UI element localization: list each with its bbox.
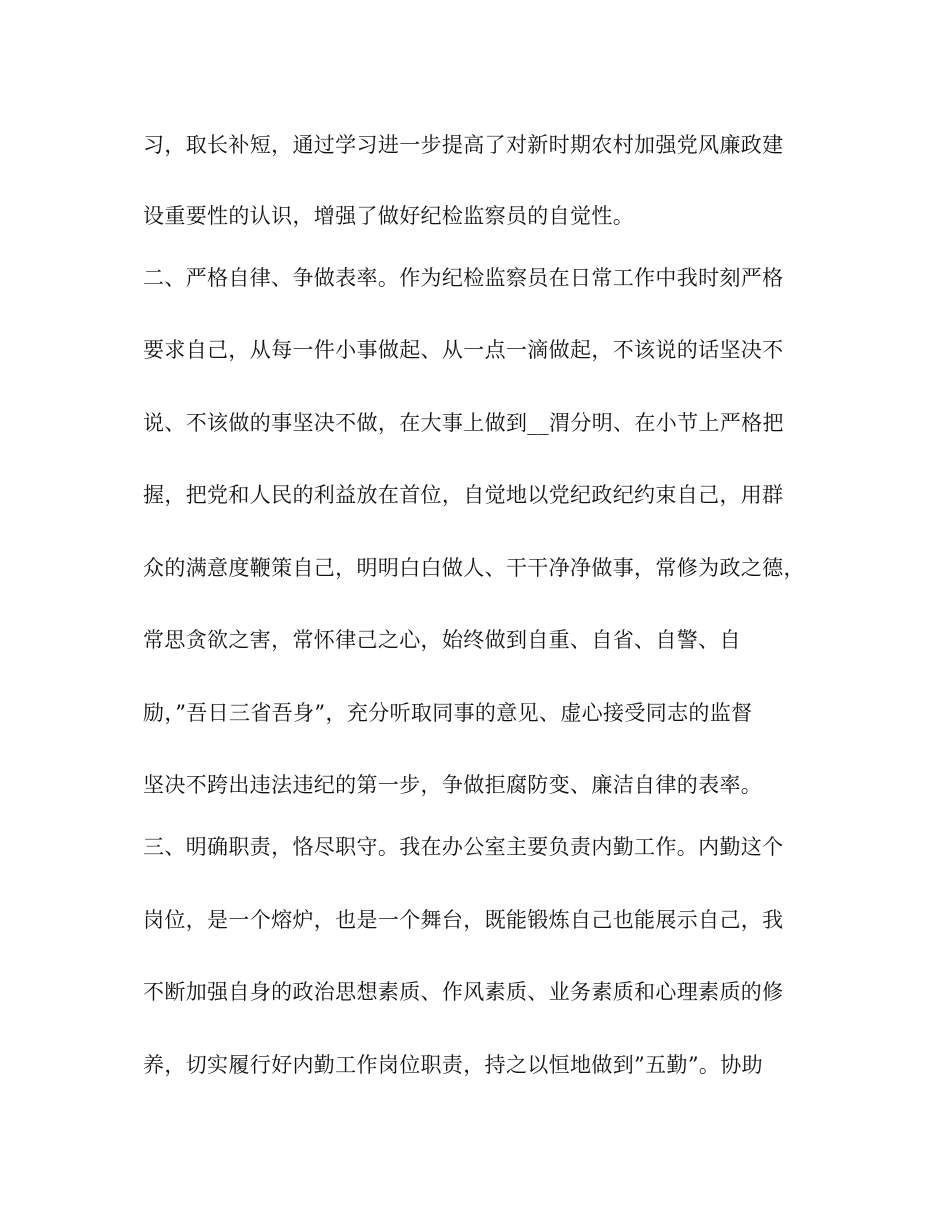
text-line-7: 众的满意度鞭策自己，明明白白做人、干干净净做事，常修为政之德， [143, 556, 805, 580]
text-line-3: 二、严格自律、争做表率。作为纪检监察员在日常工作中我时刻严格 [143, 266, 784, 290]
text-line-2: 设重要性的认识，增强了做好纪检监察员的自觉性。 [143, 204, 635, 228]
text-line-5: 说、不该做的事坚决不做，在大事上做到__渭分明、在小节上严格把 [143, 411, 784, 435]
text-line-9: 励，”吾日三省吾身”，充分听取同事的意见、虚心接受同志的监督 [143, 701, 753, 725]
text-line-12: 岗位，是一个熔炉，也是一个舞台，既能锻炼自己也能展示自己，我 [143, 908, 784, 932]
text-line-14: 养，切实履行好内勤工作岗位职责，持之以恒地做到”五勤”。协助 [143, 1053, 763, 1077]
text-line-4: 要求自己，从每一件小事做起、从一点一滴做起，不该说的话坚决不 [143, 338, 784, 362]
text-line-6: 握，把党和人民的利益放在首位，自觉地以党纪政纪约束自己，用群 [143, 483, 784, 507]
text-line-1: 习，取长补短，通过学习进一步提高了对新时期农村加强党风廉政建 [143, 133, 784, 157]
text-line-8: 常思贪欲之害，常怀律己之心，始终做到自重、自省、自警、自 [143, 628, 741, 652]
text-line-11: 三、明确职责，恪尽职守。我在办公室主要负责内勤工作。内勤这个 [143, 835, 784, 859]
text-line-10: 坚决不跨出违法违纪的第一步，争做拒腐防变、廉洁自律的表率。 [143, 773, 763, 797]
text-line-13: 不断加强自身的政治思想素质、作风素质、业务素质和心理素质的修 [143, 980, 784, 1004]
